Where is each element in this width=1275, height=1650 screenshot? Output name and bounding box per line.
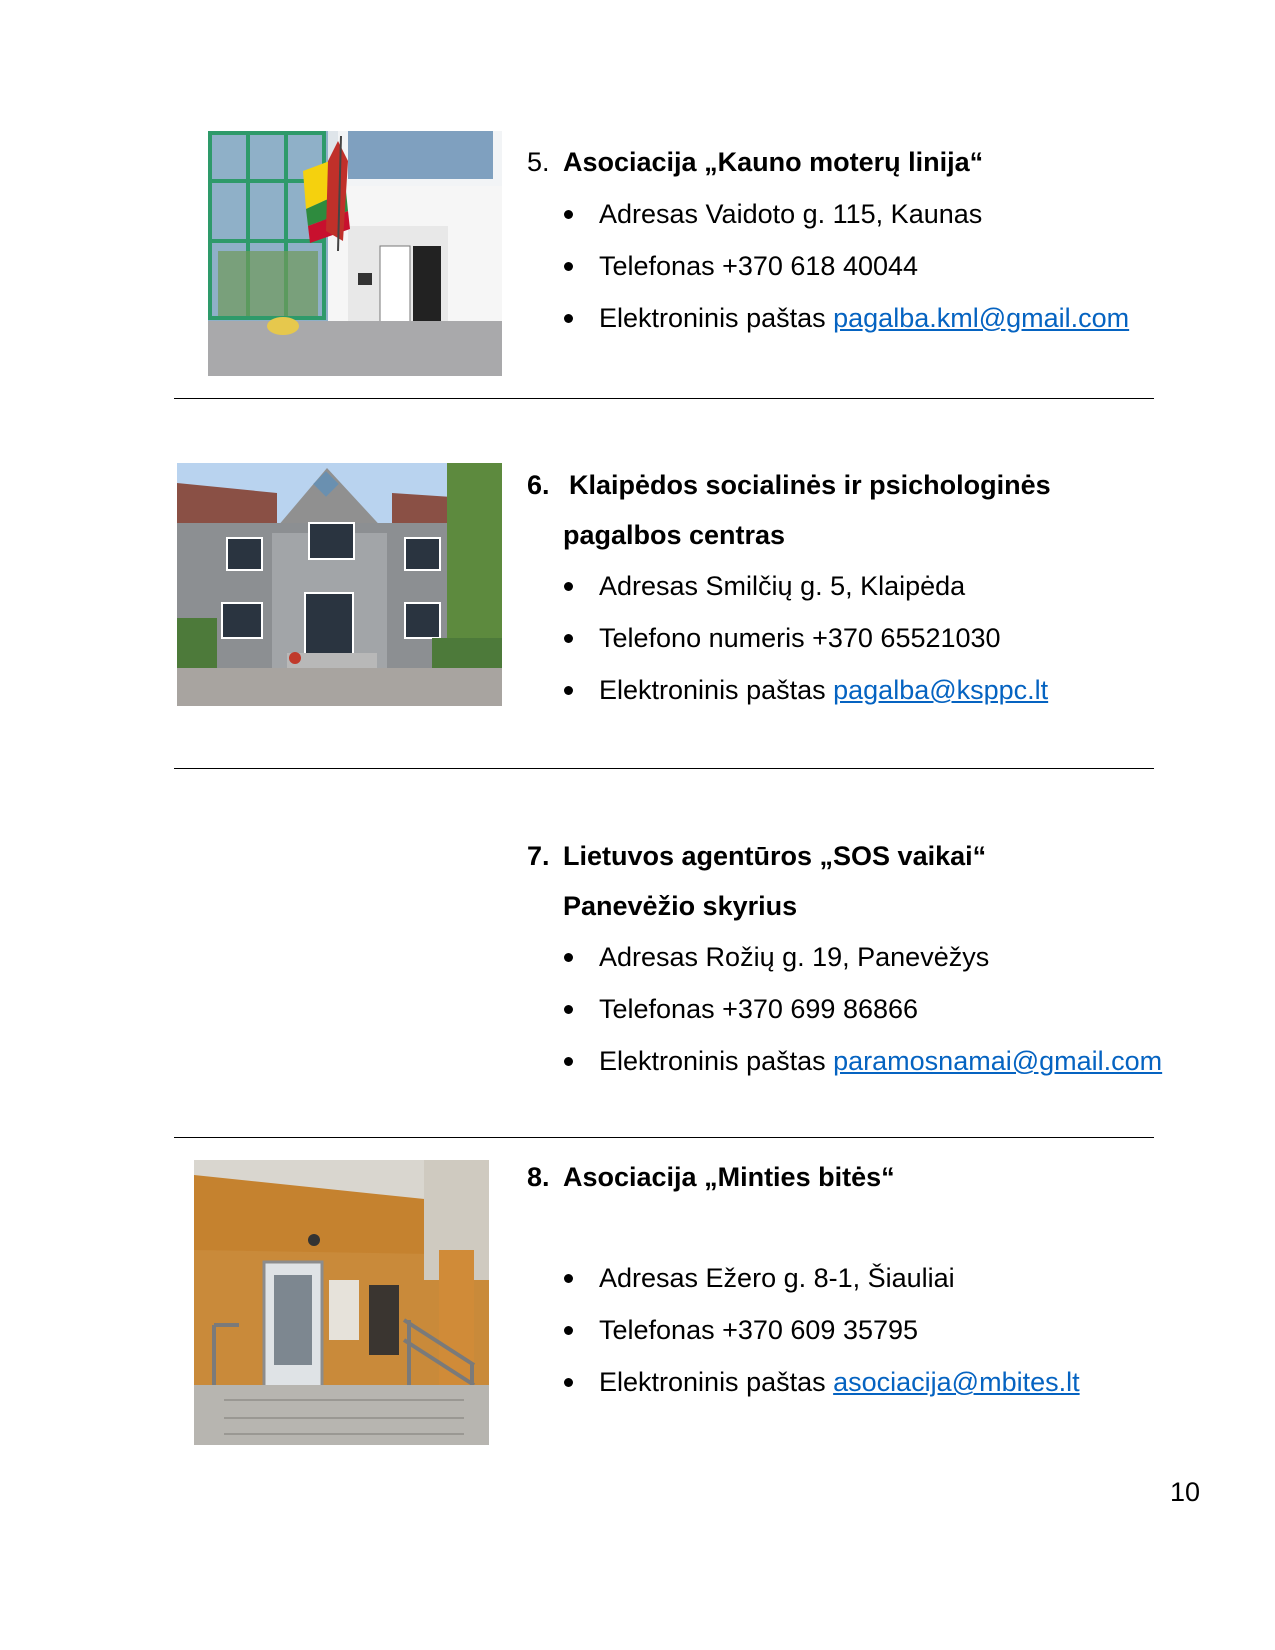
bullet-icon [564, 634, 573, 643]
bullet-icon [564, 1057, 573, 1066]
photo-klaipedos-centras [177, 463, 502, 706]
photo-kauno-moteru-linija [208, 131, 502, 376]
photo-minties-bites [194, 1160, 489, 1445]
email-link-paramosnamai[interactable]: paramosnamai@gmail.com [833, 1046, 1163, 1076]
entry-6-name: Klaipėdos socialinės ir psichologinės [569, 470, 1051, 500]
entry-7-name-continued: Panevėžio skyrius [563, 891, 798, 921]
entry-5-title [527, 147, 983, 177]
bullet-icon [564, 210, 573, 219]
entry-7-number: 7. [527, 841, 550, 871]
bullet-icon [564, 686, 573, 695]
email-link-ksppc[interactable]: pagalba@ksppc.lt [833, 675, 1049, 705]
bullet-icon [564, 1326, 573, 1335]
separator-line [174, 768, 1154, 769]
bullet-icon [564, 1005, 573, 1014]
entry-7-name: Lietuvos agentūros „SOS vaikai“ [563, 841, 987, 871]
entry-8-number: 8. [527, 1162, 550, 1192]
entry-5-name: Asociacija „Kauno moterų linija“ [563, 147, 984, 177]
bullet-icon [564, 582, 573, 591]
entry-5-number: 5. [527, 147, 550, 177]
bullet-icon [564, 1378, 573, 1387]
page-number: 10 [1170, 1477, 1201, 1507]
separator-line [174, 1137, 1154, 1138]
separator-line [174, 398, 1154, 399]
email-link-mbites[interactable]: asociacija@mbites.lt [833, 1367, 1080, 1397]
entry-6-number: 6. [527, 470, 550, 500]
bullet-icon [564, 1274, 573, 1283]
entry-6-name-continued: pagalbos centras [563, 520, 786, 550]
entry-6-title [527, 470, 1051, 500]
bullet-icon [564, 262, 573, 271]
entry-8-name: Asociacija „Minties bitės“ [563, 1162, 895, 1192]
entry-7-title [527, 841, 986, 871]
entry-8-title [527, 1162, 895, 1192]
bullet-icon [564, 953, 573, 962]
bullet-icon [564, 314, 573, 323]
email-link-kml[interactable]: pagalba.kml@gmail.com [833, 303, 1130, 333]
